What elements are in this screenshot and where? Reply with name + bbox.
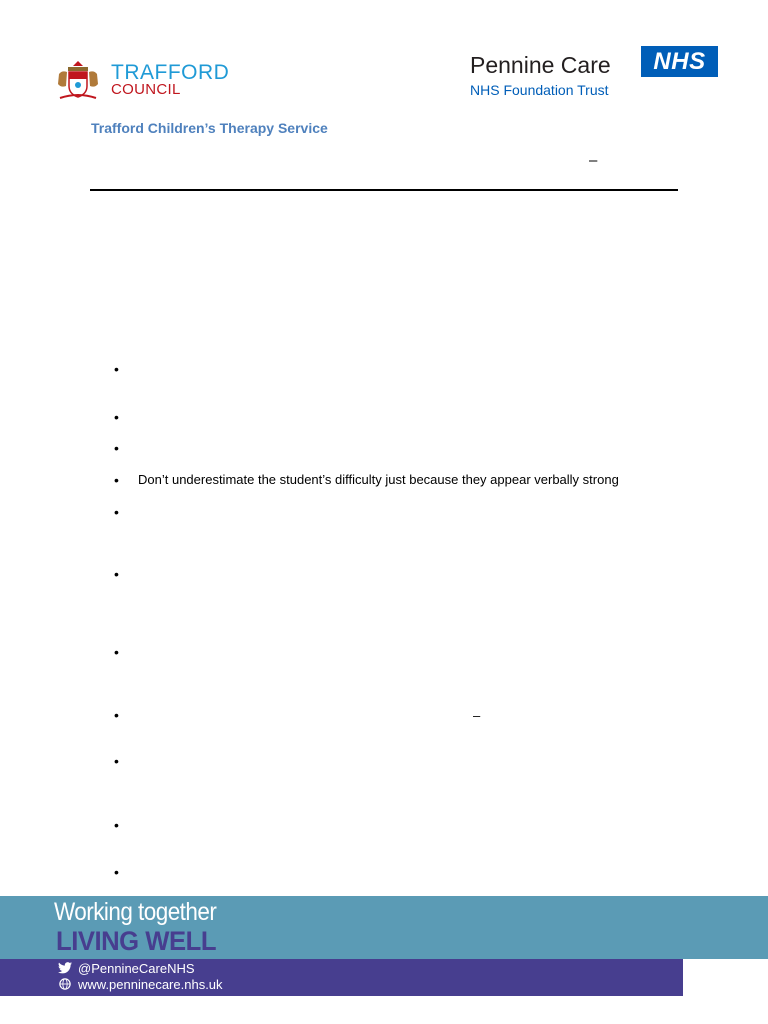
twitter-handle: @PennineCareNHS — [78, 961, 195, 976]
bullet-9: • — [114, 753, 119, 769]
trafford-council-logo — [55, 58, 245, 104]
header-dash: – — [589, 152, 598, 169]
nhs-logo: NHS — [641, 46, 718, 77]
bullet-4: • — [114, 472, 119, 488]
website-row[interactable] — [58, 977, 223, 992]
bullet-8-dash: – — [473, 708, 481, 723]
bullet-8: • — [114, 707, 119, 723]
twitter-handle-row[interactable] — [58, 961, 195, 976]
website-link[interactable]: www.penninecare.nhs.uk — [78, 977, 223, 992]
council-label: COUNCIL — [111, 81, 181, 98]
slogan-living-well: LIVING WELL — [56, 926, 217, 956]
bullet-2: • — [114, 409, 119, 425]
bullet-6: • — [114, 566, 119, 582]
bullet-4-text: Don’t underestimate the student’s difficulty just because they appear verbally strong — [138, 472, 619, 487]
bullet-3: • — [114, 440, 119, 456]
bullet-7: • — [114, 644, 119, 660]
slogan-working-together: Working together — [54, 898, 217, 926]
foundation-trust-label: NHS Foundation Trust — [470, 82, 609, 98]
bullet-10: • — [114, 817, 119, 833]
service-title: Trafford Children’s Therapy Service — [91, 120, 328, 136]
bullet-11: • — [114, 864, 119, 880]
header-divider — [90, 189, 678, 191]
bullet-1: • — [114, 361, 119, 377]
pennine-care-logo — [470, 46, 720, 102]
globe-icon — [58, 978, 72, 990]
bullet-5: • — [114, 504, 119, 520]
trafford-name: TRAFFORD — [111, 61, 230, 84]
crest-icon — [55, 58, 101, 102]
pennine-care-name: Pennine Care — [470, 52, 611, 78]
twitter-icon — [58, 962, 72, 974]
